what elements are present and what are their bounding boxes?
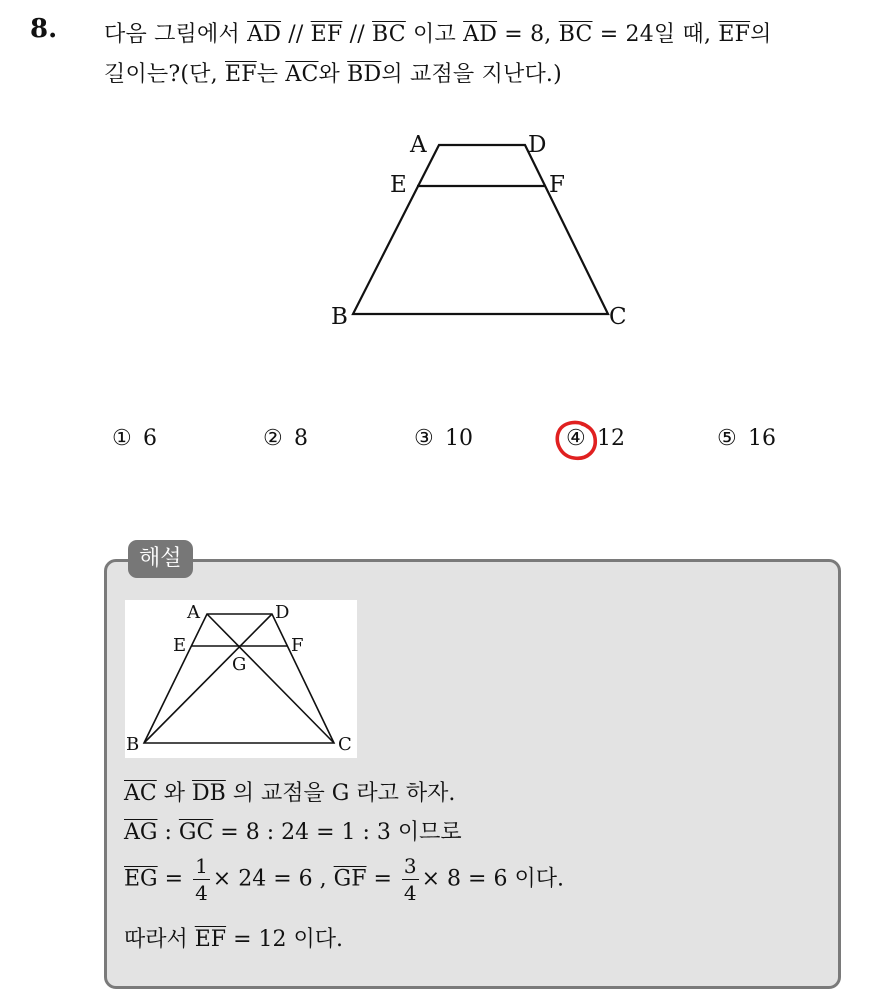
text-run: 길이는?(단, (104, 62, 225, 87)
solution-line-1 (124, 776, 455, 807)
text-run: = (366, 866, 399, 892)
text-run: // (342, 22, 373, 47)
fraction (402, 853, 419, 906)
text-run: = 8, (497, 22, 559, 47)
text-run: 따라서 (124, 927, 195, 952)
fraction (193, 853, 210, 906)
segment-name: $\overline{EF}$ (718, 22, 751, 47)
solution-label-a: A (187, 602, 200, 623)
choice-3[interactable] (414, 426, 473, 451)
text-run: × 24 = 6 , (212, 866, 334, 892)
choice-value: 10 (445, 426, 473, 451)
text-run: 와 (156, 781, 192, 806)
segment-name: $\overline{GF}$ (333, 866, 367, 892)
segment-name: $\overline{BD}$ (347, 62, 382, 87)
choice-2[interactable] (263, 426, 308, 451)
choice-value: 12 (597, 426, 625, 451)
fraction-numerator: 3 (403, 854, 417, 878)
segment-name: $\overline{DB}$ (191, 781, 226, 806)
fraction-numerator: 1 (195, 854, 208, 878)
label-e: E (390, 172, 407, 198)
text-run: 다음 그림에서 (104, 22, 248, 47)
fraction-denominator: 4 (195, 881, 208, 905)
choice-mark: ④ (566, 426, 586, 451)
text-run: × 8 = 6 이다. (421, 866, 564, 892)
segment-name: $\overline{EF}$ (194, 927, 227, 952)
fraction-denominator: 4 (403, 881, 417, 905)
segment-name: $\overline{BC}$ (372, 22, 406, 47)
solution-line-4 (124, 922, 343, 953)
text-run: 의 교점을 지난다.) (381, 62, 562, 87)
question-text-line-1 (104, 17, 772, 48)
solution-label-c: C (338, 734, 352, 755)
question-text-line-2 (104, 57, 562, 88)
question-number: 8. (30, 14, 58, 44)
text-run: 의 (750, 22, 772, 47)
trapezoid-figure (320, 120, 640, 335)
trapezoid-outline (353, 145, 608, 314)
text-run: = 12 이다. (226, 927, 343, 952)
choice-value: 8 (294, 426, 308, 451)
label-c: C (609, 304, 627, 330)
answer-circle-icon (552, 418, 602, 464)
solution-line-3 (124, 853, 564, 906)
solution-figure (125, 600, 357, 758)
solution-tab: 해설 (128, 540, 193, 578)
text-run: 와 (318, 62, 348, 87)
solution-label-g: G (232, 654, 247, 675)
text-run: 는 (256, 62, 286, 87)
segment-name: $\overline{GC}$ (178, 820, 214, 845)
choice-value: 6 (143, 426, 157, 451)
text-run: : (157, 820, 179, 845)
segment-name: $\overline{AC}$ (124, 781, 157, 806)
solution-label-d: D (275, 602, 290, 623)
choice-5[interactable] (717, 426, 776, 451)
segment-name: $\overline{EF}$ (224, 62, 257, 87)
solution-line-2 (124, 815, 462, 846)
solution-label-e: E (173, 635, 187, 656)
label-b: B (331, 304, 348, 330)
text-run: // (281, 22, 311, 47)
segment-name: $\overline{AC}$ (285, 62, 319, 87)
label-d: D (528, 132, 547, 158)
solution-label-f: F (291, 635, 304, 656)
choice-value: 16 (748, 426, 776, 451)
solution-figure-background (125, 600, 357, 758)
text-run: 의 교점을 G 라고 하자. (225, 781, 456, 806)
segment-name: $\overline{BC}$ (558, 22, 593, 47)
text-run: = (157, 866, 191, 892)
text-run: 이고 (405, 22, 464, 47)
text-run: = 8 : 24 = 1 : 3 이므로 (213, 820, 462, 845)
choice-mark: ⑤ (717, 426, 737, 451)
label-a: A (410, 132, 427, 158)
choice-1[interactable] (112, 426, 157, 451)
choice-mark: ② (263, 426, 283, 451)
choice-mark: ③ (414, 426, 434, 451)
segment-name: $\overline{EG}$ (124, 866, 158, 892)
segment-name: $\overline{AD}$ (247, 22, 282, 47)
solution-label-b: B (126, 734, 140, 755)
choice-mark: ① (112, 426, 132, 451)
label-f: F (549, 172, 565, 198)
segment-name: $\overline{EF}$ (310, 22, 343, 47)
segment-name: $\overline{AG}$ (124, 820, 158, 845)
text-run: = 24일 때, (592, 22, 719, 47)
segment-name: $\overline{AD}$ (463, 22, 498, 47)
